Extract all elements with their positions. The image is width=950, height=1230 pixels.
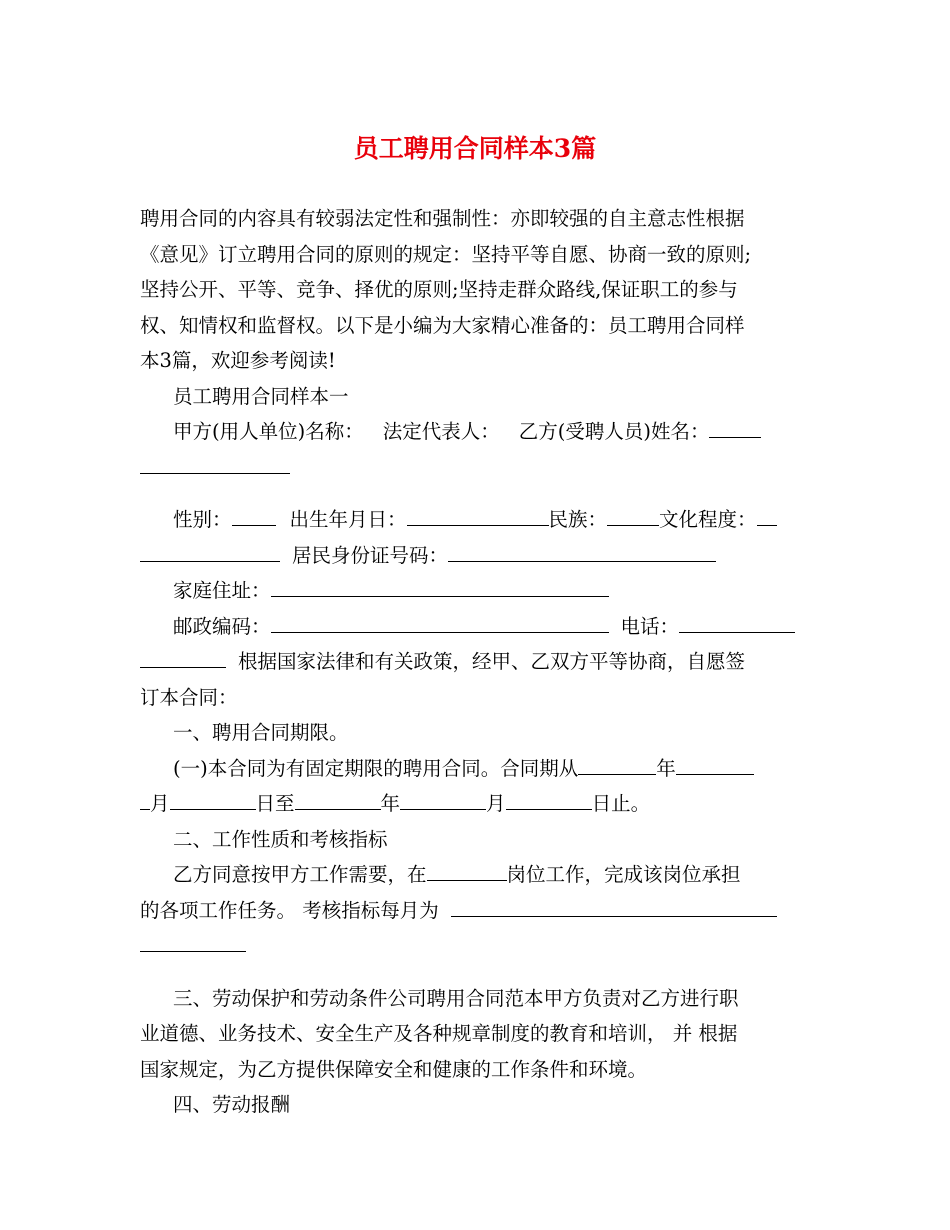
phone-blank-cont xyxy=(140,647,226,668)
section1-heading: 一、聘用合同期限。 xyxy=(173,721,349,744)
section3-line: 业道德、业务技术、安全生产及各种规章制度的教育和培训， 并 根据 xyxy=(140,1022,738,1045)
phone-blank xyxy=(679,611,795,632)
gender-label: 性别： xyxy=(173,508,232,531)
year-label: 年 xyxy=(380,792,401,815)
id-blank xyxy=(448,540,716,561)
gender-blank xyxy=(232,505,276,526)
post-text: 乙方同意按甲方工作需要，在 xyxy=(173,863,427,886)
assessment-line xyxy=(140,893,812,929)
day-end-label: 日止。 xyxy=(591,792,651,815)
document-title: 员工聘用合同样本3篇 xyxy=(353,134,597,163)
end-year-blank xyxy=(295,789,381,810)
post-text-cont: 岗位工作，完成该岗位承担 xyxy=(506,863,741,886)
section3-line: 三、劳动保护和劳动条件公司聘用合同范本甲方负责对乙方进行职 xyxy=(173,986,739,1010)
month-label: 月 xyxy=(486,792,506,815)
education-blank xyxy=(757,505,777,526)
address-label: 家庭住址： xyxy=(173,579,271,602)
id-label: 居民身份证号码： xyxy=(292,543,449,567)
section2-heading: 二、工作性质和考核指标 xyxy=(173,827,388,851)
assessment-text: 的各项工作任务。 考核指标每月为 xyxy=(140,898,439,922)
start-year-blank xyxy=(578,753,656,774)
postcode-blank xyxy=(271,611,609,632)
party-b-label: 乙方(受聘人员)姓名： xyxy=(518,420,710,443)
agreement-line-cont: 订本合同： xyxy=(140,685,238,709)
party-line-cont xyxy=(140,450,812,486)
end-day-blank xyxy=(506,789,592,810)
birth-label: 出生年月日： xyxy=(289,508,407,531)
personal-line-1 xyxy=(140,502,812,538)
agreement-text: 根据国家法律和有关政策，经甲、乙双方平等协商，自愿签 xyxy=(238,650,746,673)
ethnicity-blank xyxy=(607,505,659,526)
address-line xyxy=(140,573,812,609)
legal-rep-label: 法定代表人： xyxy=(382,420,500,443)
agreement-line xyxy=(140,644,812,680)
start-month-blank xyxy=(676,753,754,774)
start-day-blank xyxy=(170,789,256,810)
postcode-line xyxy=(140,609,812,645)
contract-term-text: (一)本合同为有固定期限的聘用合同。合同期从 xyxy=(173,756,579,780)
end-month-blank xyxy=(400,789,486,810)
ethnicity-label: 民族： xyxy=(548,508,608,531)
intro-line: 聘用合同的内容具有较弱法定性和强制性：亦即较强的自主意志性根据 xyxy=(140,207,745,230)
party-b-blank xyxy=(709,417,761,438)
year-label: 年 xyxy=(656,756,676,780)
intro-line: 《意见》订立聘用合同的原则的规定：坚持平等自愿、协商一致的原则; xyxy=(140,242,752,266)
post-blank xyxy=(427,860,507,881)
personal-line-2 xyxy=(140,538,812,574)
assessment-blank xyxy=(451,895,777,916)
sample-heading: 员工聘用合同样本一 xyxy=(173,384,349,408)
education-label: 文化程度： xyxy=(659,508,757,531)
party-line xyxy=(140,414,812,450)
assessment-line-cont xyxy=(140,928,812,964)
birth-blank xyxy=(407,505,549,526)
contract-term-line xyxy=(140,751,812,787)
intro-line: 权、知情权和监督权。以下是小编为大家精心准备的：员工聘用合同样 xyxy=(140,313,745,337)
month-label: 月 xyxy=(150,792,170,815)
postcode-label: 邮政编码： xyxy=(173,614,271,638)
party-b-blank-cont xyxy=(140,452,290,473)
start-month-blank-cont xyxy=(140,789,150,810)
education-blank-cont xyxy=(140,540,280,561)
intro-line: 本3篇，欢迎参考阅读! xyxy=(140,349,336,372)
day-to-label: 日至 xyxy=(255,792,295,815)
intro-line: 坚持公开、平等、竞争、择优的原则;坚持走群众路线,保证职工的参与 xyxy=(140,278,738,301)
section4-heading: 四、劳动报酬 xyxy=(173,1093,291,1116)
phone-label: 电话： xyxy=(620,614,680,638)
document-body xyxy=(140,201,812,1123)
contract-term-line-cont xyxy=(140,786,812,822)
assessment-blank-cont xyxy=(140,931,246,952)
party-a-label: 甲方(用人单位)名称： xyxy=(173,420,364,443)
address-blank xyxy=(271,576,609,597)
post-line xyxy=(140,857,812,893)
section3-line: 国家规定，为乙方提供保障安全和健康的工作条件和环境。 xyxy=(140,1057,648,1081)
